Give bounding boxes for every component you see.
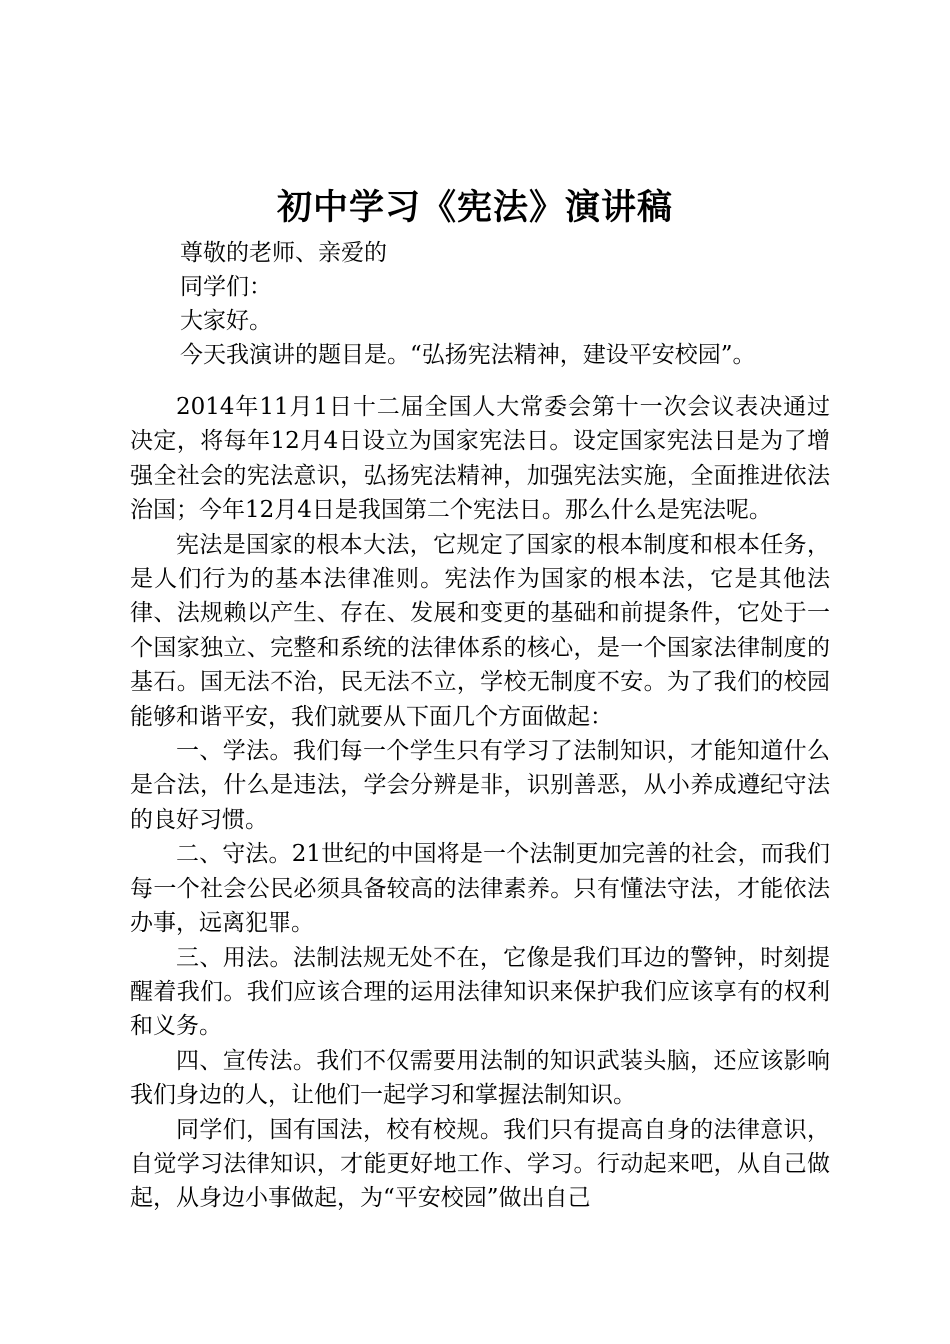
document-title: 初中学习《宪法》演讲稿 [276, 187, 673, 228]
paragraph-obey-law: 二、守法。21世纪的中国将是一个法制更加完善的社会，而我们每一个社会公民必须具备较高的法律素养。只有懂法守法，才能依法办事，远离犯罪。 [130, 841, 830, 937]
speech-body [130, 390, 830, 1216]
greeting-line: 大家好。 [180, 308, 272, 334]
paragraph-use-law: 三、用法。法制法规无处不在，它像是我们耳边的警钟，时刻提醒着我们。我们应该合理的运用法律知识来保护我们应该享有的权利和义务。 [130, 944, 830, 1040]
salutation-line-2: 同学们： [180, 274, 272, 300]
opening-block [180, 236, 880, 372]
paragraph-constitution-day: 2014年11月1日十二届全国人大常委会第十一次会议表决通过决定，将每年12月4日设立为国家宪法日。设定国家宪法日是为了增强全社会的宪法意识，弘扬宪法精神，加强宪法实施，全面推进依法治国；今年12月4日是我国第二个宪法日。那么什么是宪法呢。 [130, 394, 830, 524]
paragraph-what-is-constitution: 宪法是国家的根本大法，它规定了国家的根本制度和根本任务，是人们行为的基本法律准则。宪法作为国家的根本法，它是其他法律、法规赖以产生、存在、发展和变更的基础和前提条件，它处于一个国家独立、完整和系统的法律体系的核心，是一个国家法律制度的基石。国无法不治，民无法不立，学校无制度不安。为了我们的校园能够和谐平安，我们就要从下面几个方面做起： [130, 531, 830, 730]
paragraph-learn-law: 一、学法。我们每一个学生只有学习了法制知识，才能知道什么是合法，什么是违法，学会分辨是非，识别善恶，从小养成遵纪守法的良好习惯。 [130, 738, 830, 833]
topic-line: 今天我演讲的题目是。“弘扬宪法精神，建设平安校园”。 [180, 342, 756, 368]
salutation-line-1: 尊敬的老师、亲爱的 [180, 240, 387, 266]
paragraph-closing: 同学们，国有国法，校有校规。我们只有提高自身的法律意识，自觉学习法律知识，才能更好地工作、学习。行动起来吧，从自己做起，从身边小事做起，为“平安校园”做出自己 [130, 1116, 830, 1212]
paragraph-promote-law: 四、宣传法。我们不仅需要用法制的知识武装头脑，还应该影响我们身边的人，让他们一起学习和掌握法制知识。 [130, 1047, 830, 1109]
